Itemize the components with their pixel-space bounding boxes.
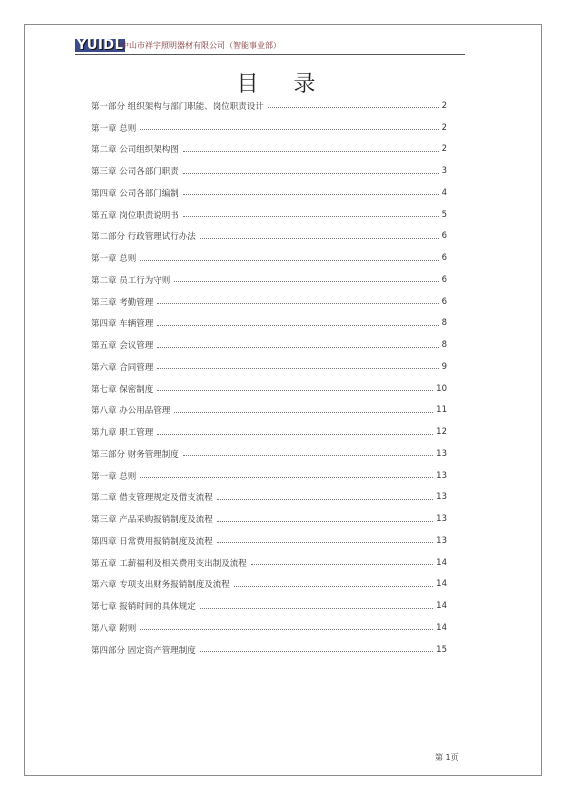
toc-entry-title: 第五章 会议管理 <box>91 341 154 352</box>
toc-entry-page: 3 <box>441 166 447 177</box>
toc-leader-dots <box>157 303 438 304</box>
toc-entry[interactable] <box>91 313 447 335</box>
toc-leader-dots <box>140 260 438 261</box>
toc-entry-page: 5 <box>441 209 447 220</box>
toc-entry-page: 13 <box>436 535 447 546</box>
toc-entry-page: 14 <box>436 601 447 612</box>
toc-leader-dots <box>268 107 439 108</box>
toc-entry[interactable] <box>91 226 447 248</box>
toc-entry-title: 第八章 附则 <box>91 623 137 634</box>
toc-entry[interactable] <box>91 595 447 617</box>
company-name: 中山市祥宇照明器材有限公司（智能事业部） <box>121 41 281 50</box>
toc-entry[interactable] <box>91 508 447 530</box>
toc-entry-page: 2 <box>441 100 447 111</box>
toc-entry[interactable] <box>91 204 447 226</box>
toc-entry-page: 6 <box>441 296 447 307</box>
toc-entry-page: 2 <box>441 144 447 155</box>
toc-leader-dots <box>217 499 433 500</box>
toc-entry-page: 13 <box>436 492 447 503</box>
toc-entry-page: 13 <box>436 470 447 481</box>
toc-entry-title: 第四部分 固定资产管理制度 <box>91 645 196 656</box>
toc-leader-dots <box>234 586 433 587</box>
toc-entry-title: 第一章 总则 <box>91 254 137 265</box>
toc-leader-dots <box>140 629 433 630</box>
toc-entry-page: 15 <box>436 644 447 655</box>
toc-entry-title: 第六章 合同管理 <box>91 362 154 373</box>
page-header <box>75 39 465 59</box>
toc-leader-dots <box>251 564 433 565</box>
toc-entry[interactable] <box>91 421 447 443</box>
toc-entry[interactable] <box>91 269 447 291</box>
toc-entry-title: 第一章 总则 <box>91 471 137 482</box>
toc-entry[interactable] <box>91 400 447 422</box>
toc-entry[interactable] <box>91 182 447 204</box>
toc-leader-dots <box>200 608 433 609</box>
toc-entry-page: 4 <box>441 187 447 198</box>
toc-entry-page: 8 <box>441 318 447 329</box>
toc-entry-page: 2 <box>441 122 447 133</box>
toc-entry-page: 11 <box>436 405 447 416</box>
toc-entry[interactable] <box>91 95 447 117</box>
toc-entry-page: 6 <box>441 231 447 242</box>
toc-entry-page: 9 <box>441 361 447 372</box>
document-page <box>24 24 542 776</box>
toc-entry[interactable] <box>91 356 447 378</box>
page-title: 目 录 <box>236 72 330 97</box>
toc-entry-title: 第三章 考勤管理 <box>91 297 154 308</box>
toc-leader-dots <box>183 173 439 174</box>
toc-leader-dots <box>217 521 433 522</box>
toc-entry-page: 14 <box>436 579 447 590</box>
toc-entry-title: 第六章 专项支出财务报销制度及流程 <box>91 580 230 591</box>
toc-entry-title: 第五章 工薪福利及相关费用支出制及流程 <box>91 558 247 569</box>
toc-leader-dots <box>157 390 433 391</box>
toc-entry[interactable] <box>91 139 447 161</box>
toc-entry[interactable] <box>91 617 447 639</box>
toc-entry[interactable] <box>91 443 447 465</box>
toc-entry-title: 第一部分 组织架构与部门职能、岗位职责设计 <box>91 101 264 112</box>
toc-entry[interactable] <box>91 530 447 552</box>
toc-entry[interactable] <box>91 334 447 356</box>
toc-leader-dots <box>217 542 433 543</box>
toc-entry-title: 第二章 员工行为守则 <box>91 275 171 286</box>
toc-entry-page: 10 <box>436 383 447 394</box>
toc-entry[interactable] <box>91 639 447 661</box>
toc-leader-dots <box>157 368 438 369</box>
toc-leader-dots <box>157 325 438 326</box>
toc-entry-page: 14 <box>436 557 447 568</box>
toc-entry-page: 6 <box>441 253 447 264</box>
header-divider <box>75 54 465 55</box>
toc-entry-page: 8 <box>441 340 447 351</box>
toc-entry-page: 12 <box>436 427 447 438</box>
toc-entry-title: 第五章 岗位职责说明书 <box>91 210 179 221</box>
company-logo: YUIDL <box>77 38 124 53</box>
toc-leader-dots <box>183 151 439 152</box>
toc-entry-title: 第二章 借支管理规定及借支流程 <box>91 493 213 504</box>
toc-entry-page: 13 <box>436 514 447 525</box>
toc-leader-dots <box>157 434 433 435</box>
toc-entry-title: 第九章 职工管理 <box>91 428 154 439</box>
toc-entry-title: 第二章 公司组织架构图 <box>91 145 179 156</box>
toc-entry-page: 13 <box>436 448 447 459</box>
toc-entry[interactable] <box>91 160 447 182</box>
toc-entry[interactable] <box>91 247 447 269</box>
toc-entry-page: 6 <box>441 274 447 285</box>
toc-entry[interactable] <box>91 117 447 139</box>
toc-entry-title: 第三部分 财务管理制度 <box>91 449 179 460</box>
page-number: 第 1页 <box>435 753 459 762</box>
toc-leader-dots <box>174 412 433 413</box>
toc-entry-title: 第七章 保密制度 <box>91 384 154 395</box>
toc-entry[interactable] <box>91 291 447 313</box>
toc-entry-page: 14 <box>436 622 447 633</box>
toc-entry[interactable] <box>91 465 447 487</box>
toc-leader-dots <box>157 347 438 348</box>
toc-leader-dots <box>174 281 438 282</box>
toc-entry[interactable] <box>91 552 447 574</box>
table-of-contents <box>91 95 447 661</box>
toc-entry[interactable] <box>91 574 447 596</box>
toc-leader-dots <box>140 129 438 130</box>
toc-leader-dots <box>183 194 439 195</box>
toc-entry-title: 第一章 总则 <box>91 123 137 134</box>
toc-entry[interactable] <box>91 487 447 509</box>
toc-leader-dots <box>183 216 439 217</box>
toc-entry-title: 第三章 公司各部门职责 <box>91 167 179 178</box>
toc-leader-dots <box>200 651 433 652</box>
toc-leader-dots <box>183 455 433 456</box>
toc-entry-title: 第七章 报销时间的具体规定 <box>91 602 196 613</box>
toc-leader-dots <box>140 477 433 478</box>
toc-entry-title: 第八章 办公用品管理 <box>91 406 171 417</box>
toc-entry-title: 第四章 车辆管理 <box>91 319 154 330</box>
toc-leader-dots <box>200 238 439 239</box>
toc-entry-title: 第三章 产品采购报销制度及流程 <box>91 515 213 526</box>
toc-entry-title: 第二部分 行政管理试行办法 <box>91 232 196 243</box>
toc-entry-title: 第四章 公司各部门编制 <box>91 188 179 199</box>
toc-entry[interactable] <box>91 378 447 400</box>
toc-entry-title: 第四章 日常费用报销制度及流程 <box>91 536 213 547</box>
